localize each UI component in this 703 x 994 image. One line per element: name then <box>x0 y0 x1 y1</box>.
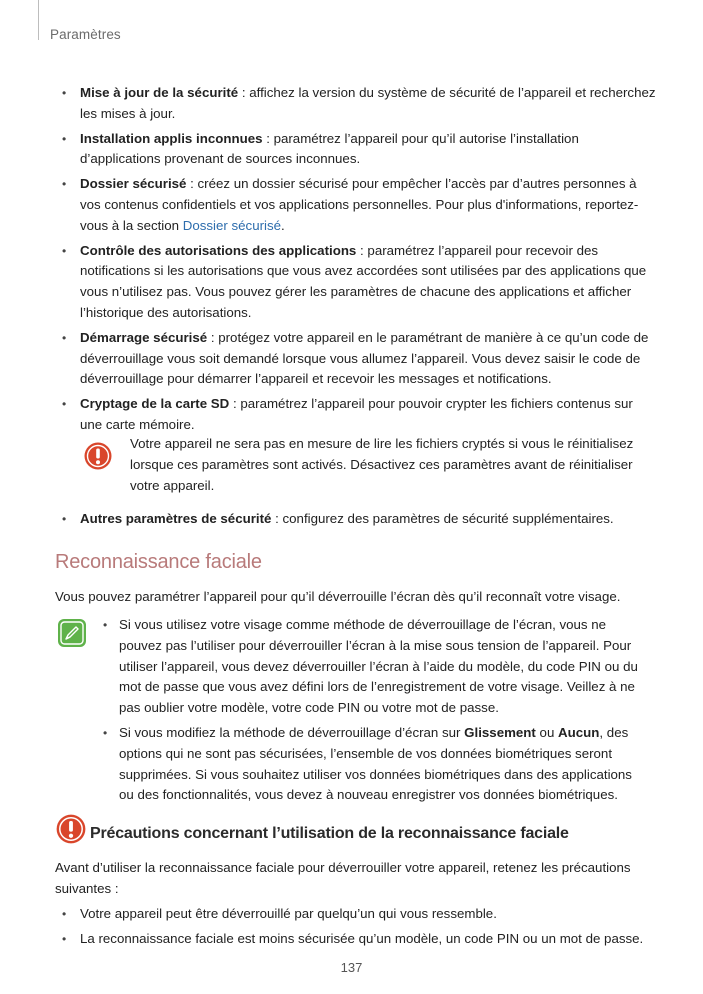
bullet: • <box>62 243 67 258</box>
bullet: • <box>62 131 67 146</box>
note-icon <box>57 618 87 648</box>
secure-folder-link[interactable]: Dossier sécurisé <box>182 217 282 233</box>
precautions-title: Précautions concernant l’utilisation de la reconnaissance faciale <box>90 825 569 842</box>
face-recognition-notes <box>101 615 646 810</box>
list-item: • Contrôle des autorisations des applications : paramétrez l’appareil pour recevoir des notifications si les autorisations que vous avez accordées sont utilisées par des applications que vous n’utilisez pas. Vous pouvez gérer les paramètres de chacune des applications et afficher l’historique des autorisations. <box>62 242 647 320</box>
list-item: • La reconnaissance faciale est moins sécurisée qu’un modèle, un code PIN ou un mot de passe. <box>58 929 658 950</box>
security-settings-list-more <box>58 509 658 534</box>
bullet: • <box>62 512 67 526</box>
bullet: • <box>62 931 67 946</box>
bullet: • <box>62 330 67 345</box>
bullet: • <box>62 397 67 412</box>
list-item: • Démarrage sécurisé : protégez votre appareil en le paramétrant de manière à ce qu’un code de déverrouillage vous soit demandé lorsque vous allumez l’appareil. Vous devez saisir le code de déverrouillage pour démarrer l’appareil et recevoir les messages et notifications. <box>62 329 649 387</box>
list-item: • Cryptage de la carte SD : paramétrez l’appareil pour pouvoir crypter les fichiers contenus sur une carte mémoire. <box>62 396 633 432</box>
list-item: • Dossier sécurisé : créez un dossier sécurisé pour empêcher l’accès par d’autres personnes à vos contenus confidentiels et vos applications personnelles. Pour plus d'informations, reportez-vous à la section Dossier sécurisé. <box>62 176 639 233</box>
caution-note: Votre appareil ne sera pas en mesure de lire les fichiers cryptés si vous le réinitialisez lorsque ces paramètres sont activés. Désactivez ces paramètres avant de réinitialiser votre appareil. <box>130 436 634 493</box>
bullet: • <box>62 86 67 100</box>
caution-icon <box>55 813 87 845</box>
page-header: Paramètres <box>50 27 121 42</box>
caution-icon <box>83 441 113 471</box>
list-item: • Autres paramètres de sécurité : configurez des paramètres de sécurité supplémentaires. <box>58 509 658 530</box>
bullet: • <box>103 618 108 632</box>
list-item: • Mise à jour de la sécurité : affichez la version du système de sécurité de l’appareil et recherchez les mises à jour. <box>62 85 656 121</box>
list-item: • Votre appareil peut être déverrouillé par quelqu’un qui vous ressemble. <box>58 904 658 925</box>
header-divider <box>38 0 39 40</box>
bullet: • <box>62 177 67 192</box>
list-item: • Si vous modifiez la méthode de déverrouillage d’écran sur Glissement ou Aucun, des options qui ne sont pas sécurisées, l’ensemble de vos données biométriques seront supprimées. Si vous souhaitez utiliser vos données biométriques dans des applications ou des fonctionnalités, vous devez à nouveau enregistrer vos données biométriques. <box>103 724 632 803</box>
bullet: • <box>62 907 67 921</box>
precautions-intro: Avant d’utiliser la reconnaissance faciale pour déverrouiller votre appareil, retenez les précautions suivantes : <box>55 860 631 896</box>
section-intro: Vous pouvez paramétrer l’appareil pour qu’il déverrouille l’écran dès qu’il reconnaît votre visage. <box>55 589 621 604</box>
security-settings-list <box>58 83 658 440</box>
page-number: 137 <box>340 960 363 975</box>
list-item: • Si vous utilisez votre visage comme méthode de déverrouillage de l’écran, vous ne pouvez pas l’utiliser pour déverrouiller l’écran à la mise sous tension de l’appareil. Pour utiliser l’appareil, vous devez déverrouiller l’écran à l’aide du modèle, du code PIN ou du mot de passe que vous avez défini lors de l’enregistrement de votre visage. Veillez à ne pas oublier votre modèle, votre code PIN ou votre mot de passe. <box>103 617 638 716</box>
precautions-list <box>58 904 658 954</box>
section-title: Reconnaissance faciale <box>55 551 262 573</box>
bullet: • <box>103 725 108 740</box>
list-item: • Installation applis inconnues : paramétrez l’appareil pour qu’il autorise l’installation d’applications provenant de sources inconnues. <box>62 130 579 167</box>
